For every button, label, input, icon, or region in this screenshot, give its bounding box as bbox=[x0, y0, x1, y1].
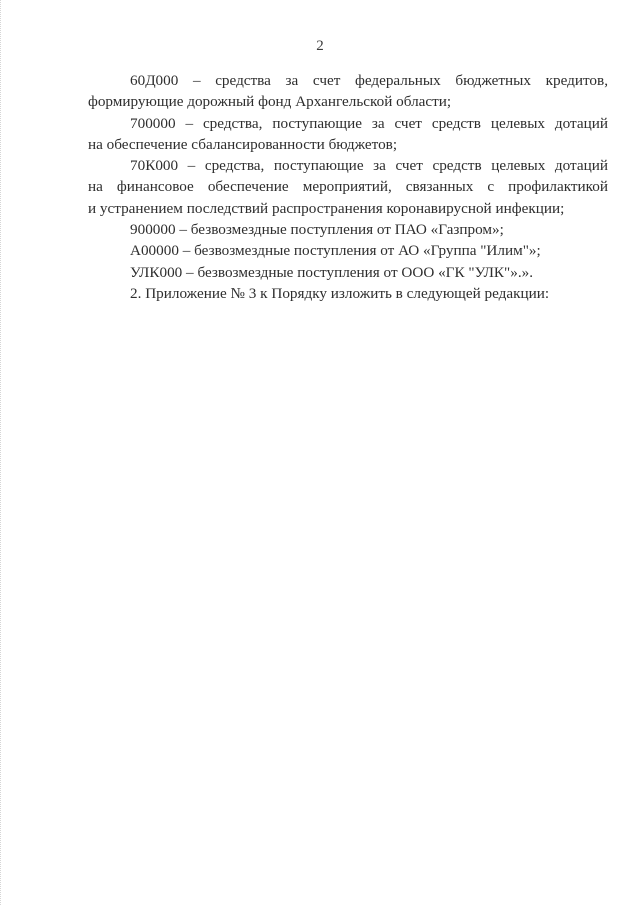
paragraph-line: 60Д000 – средства за счет федеральных бюджетных кредитов, bbox=[130, 72, 608, 89]
paragraph-70k000 bbox=[88, 155, 608, 219]
paragraph-900000 bbox=[88, 219, 608, 240]
document-body bbox=[88, 70, 608, 304]
paragraph-line: 2. Приложение № 3 к Порядку изложить в следующей редакции: bbox=[130, 284, 550, 302]
paragraph-line: 900000 – безвозмездные поступления от ПАО «Газпром»; bbox=[130, 221, 504, 239]
paragraph-line: 700000 – средства, поступающие за счет средств целевых дотаций bbox=[130, 114, 608, 132]
paragraph-line: 70К000 – средства, поступающие за счет средств целевых дотаций bbox=[130, 157, 608, 175]
paragraph-60d000 bbox=[88, 70, 608, 113]
paragraph-line: А00000 – безвозмездные поступления от АО «Группа "Илим"»; bbox=[130, 242, 541, 260]
paragraph-ulk000 bbox=[88, 262, 608, 283]
paragraph-a00000 bbox=[88, 240, 608, 261]
paragraph-line: на финансовое обеспечение мероприятий, связанных с профилактикой bbox=[88, 178, 608, 196]
left-margin-scan-artifact bbox=[0, 0, 11, 905]
paragraph-line: и устранением последствий распространения коронавирусной инфекции; bbox=[88, 199, 565, 217]
paragraph-700000 bbox=[88, 113, 608, 156]
page-number: 2 bbox=[316, 38, 324, 54]
paragraph-appendix-3 bbox=[88, 283, 608, 304]
paragraph-line: УЛК000 – безвозмездные поступления от ООО «ГК "УЛК"».». bbox=[130, 263, 534, 281]
paragraph-line: на обеспечение сбалансированности бюджетов; bbox=[88, 135, 398, 153]
paragraph-line: формирующие дорожный фонд Архангельской области; bbox=[88, 93, 452, 111]
